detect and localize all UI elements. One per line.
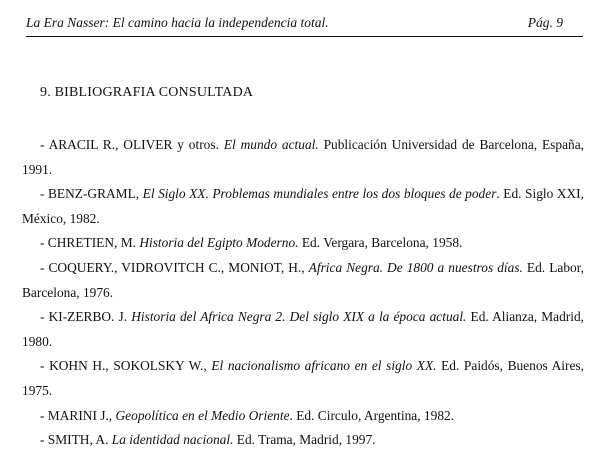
entry-title: El mundo actual. xyxy=(223,137,319,152)
entry-authors: - COQUERY., VIDROVITCH C., MONIOT, H., xyxy=(40,259,309,275)
page-header xyxy=(26,12,583,37)
entry-title: Historia del Egipto Moderno. xyxy=(139,235,299,251)
bibliography-entry xyxy=(22,354,584,403)
page-number: Pág. 9 xyxy=(527,15,563,30)
entry-details: Ed. Trama, Madrid, 1997. xyxy=(233,432,376,448)
bibliography-entry xyxy=(22,404,584,429)
entry-title: Africa Negra. De 1800 a nuestros días. xyxy=(308,259,523,275)
bibliography-entry xyxy=(22,305,584,354)
entry-details: Ed. Vergara, Barcelona, 1958. xyxy=(298,235,463,251)
section-heading: 9. BIBLIOGRAFIA CONSULTADA xyxy=(40,85,254,100)
entry-title: Geopolítica en el Medio Oriente xyxy=(115,407,290,423)
bibliography-entry xyxy=(22,256,584,305)
entry-details: . Ed. Siglo XXI, México, 1982. xyxy=(22,186,584,226)
entry-authors: - BENZ-GRAML, xyxy=(40,186,143,202)
bibliography-list xyxy=(22,133,584,453)
entry-authors: - KI-ZERBO. J. xyxy=(40,309,132,325)
bibliography-entry xyxy=(22,182,584,231)
entry-authors: - KOHN H., SOKOLSKY W., xyxy=(40,358,212,374)
entry-title: El Siglo XX. Problemas mundiales entre los dos bloques de poder xyxy=(142,186,497,202)
entry-details: Ed. Labor, Barcelona, 1976. xyxy=(22,259,584,300)
entry-authors: - CHRETIEN, M. xyxy=(40,235,140,251)
entry-title: La identidad nacional. xyxy=(111,432,234,448)
entry-title: El nacionalismo africano en el siglo XX. xyxy=(211,358,437,374)
entry-authors: - SMITH, A. xyxy=(40,432,112,448)
bibliography-entry xyxy=(22,231,584,256)
entry-authors: - ARACIL R., OLIVER y otros. xyxy=(40,137,224,152)
entry-authors: - MARINI J., xyxy=(40,407,116,423)
bibliography-entry xyxy=(22,133,584,182)
entry-details: Ed. Alianza, Madrid, 1980. xyxy=(22,309,585,349)
entry-title: Historia del Africa Negra 2. Del siglo XIX a la época actual. xyxy=(131,309,467,325)
bibliography-entry xyxy=(22,428,584,453)
document-title: La Era Nasser: El camino hacia la independencia total. xyxy=(26,15,329,30)
entry-details: Ed. Paidós, Buenos Aires, 1975. xyxy=(22,358,584,398)
entry-details: . Ed. Circulo, Argentina, 1982. xyxy=(289,407,455,423)
entry-details: Publicación Universidad de Barcelona, España, 1991. xyxy=(22,137,584,177)
